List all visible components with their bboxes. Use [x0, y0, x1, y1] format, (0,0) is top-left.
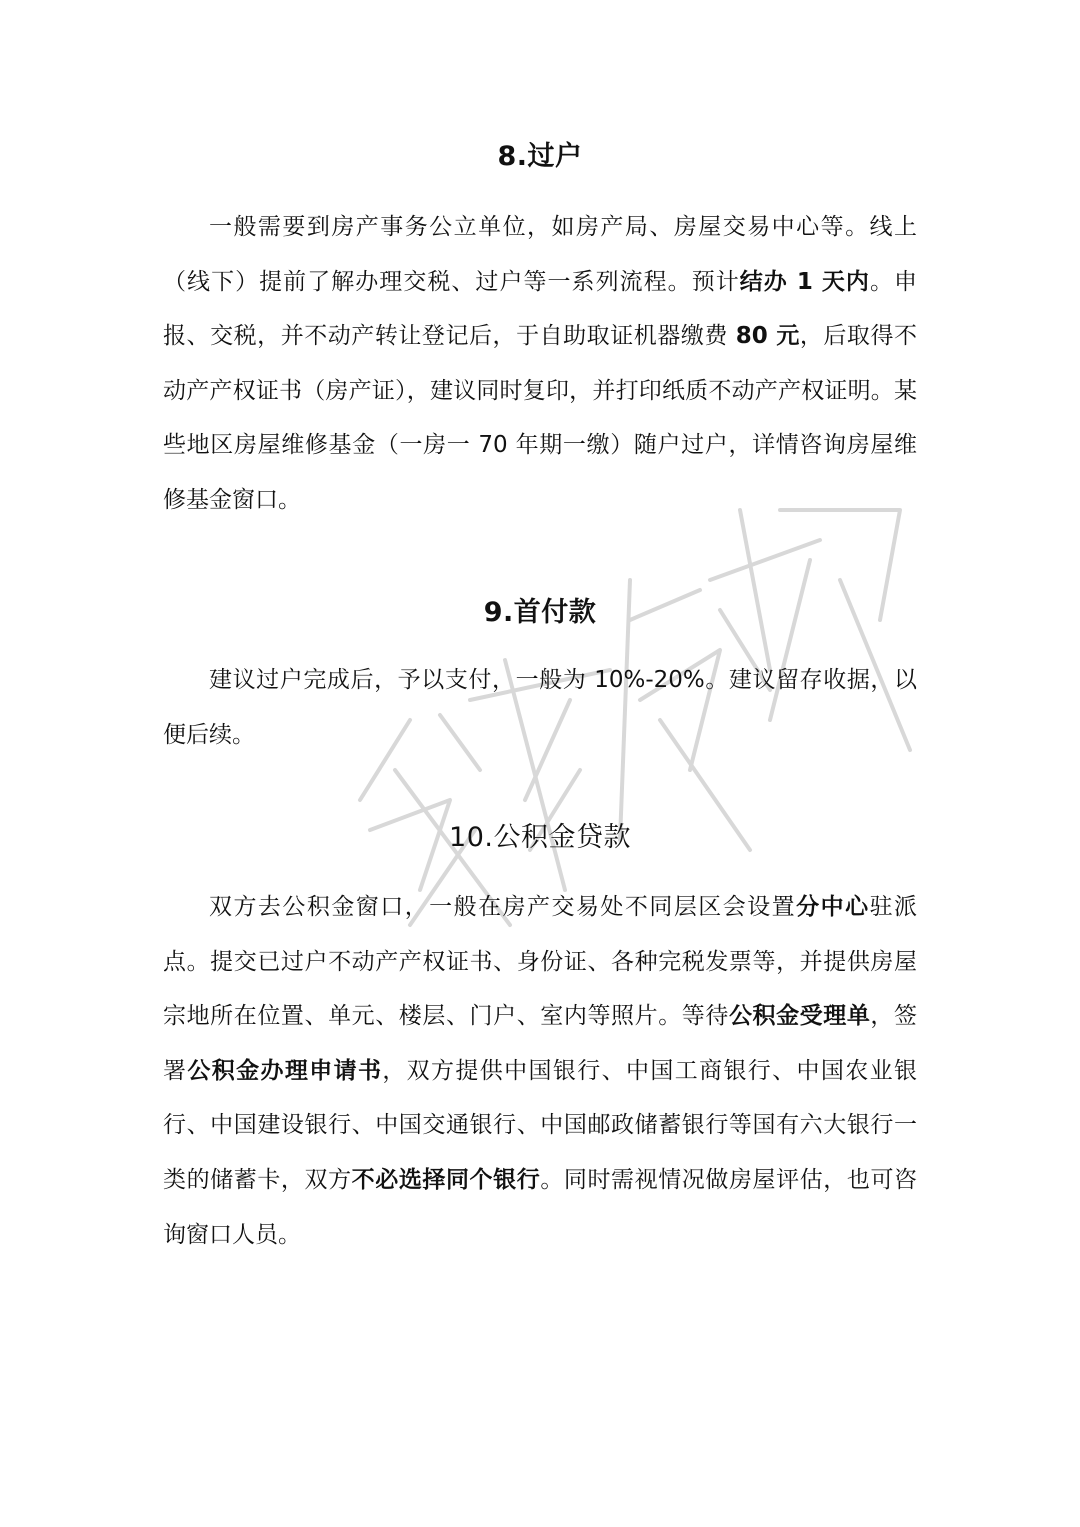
emphasis-text: 公积金办理申请书: [187, 1057, 383, 1084]
paragraph-text: 双方去公积金窗口，一般在房产交易处不同层区会设置: [209, 894, 797, 920]
section-paragraph: [163, 880, 917, 1262]
paragraph-text: 驻派点。提交已过户不动产产权证书、身份证、各种完税发票等，并提供房屋宗地所在位置、单元、楼层、门户、室内等照片。等待: [163, 894, 918, 1030]
emphasis-text: 公积金受理单: [728, 1003, 871, 1030]
emphasis-text: 结办 1 天内: [739, 268, 870, 295]
section-down-payment: [163, 593, 917, 762]
section-title: 10.公积金贷款: [449, 822, 631, 853]
paragraph-text: 。同时需视情况做房屋评估，也可咨询窗口人员。: [163, 1166, 918, 1248]
section-transfer: [163, 137, 917, 528]
section-title: 9.首付款: [483, 597, 597, 628]
paragraph-text: 。申报、交税，并不动产转让登记后，于自助取证机器缴费: [163, 268, 917, 350]
section-paragraph: [163, 200, 917, 528]
paragraph-text: ，双方提供中国银行、中国工商银行、中国农业银行、中国建设银行、中国交通银行、中国邮政储蓄银行等国有六大银行一类的储蓄卡，双方: [163, 1057, 918, 1193]
section-housing-fund-loan: [163, 818, 917, 1262]
emphasis-text: 分中心: [796, 894, 870, 920]
paragraph-text: 建议过户完成后，予以支付，一般为 10%-20%。建议留存收据，以便后续。: [163, 667, 917, 748]
paragraph-text: ，后取得不动产产权证书（房产证），建议同时复印，并打印纸质不动产产权证明。某些地区房屋维修基金（一房一 70 年期一缴）随户过户，详情咨询房屋维修基金窗口。: [163, 323, 918, 513]
section-paragraph: [163, 653, 917, 762]
paragraph-text: ，签署: [163, 1003, 918, 1084]
emphasis-text: 80 元: [735, 323, 800, 350]
section-title: 8.过户: [497, 141, 583, 172]
emphasis-text: 不必选择同个银行: [351, 1166, 541, 1193]
paragraph-text: 一般需要到房产事务公立单位，如房产局、房屋交易中心等。线上（线下）提前了解办理交税、过户等一系列流程。预计: [163, 214, 917, 295]
